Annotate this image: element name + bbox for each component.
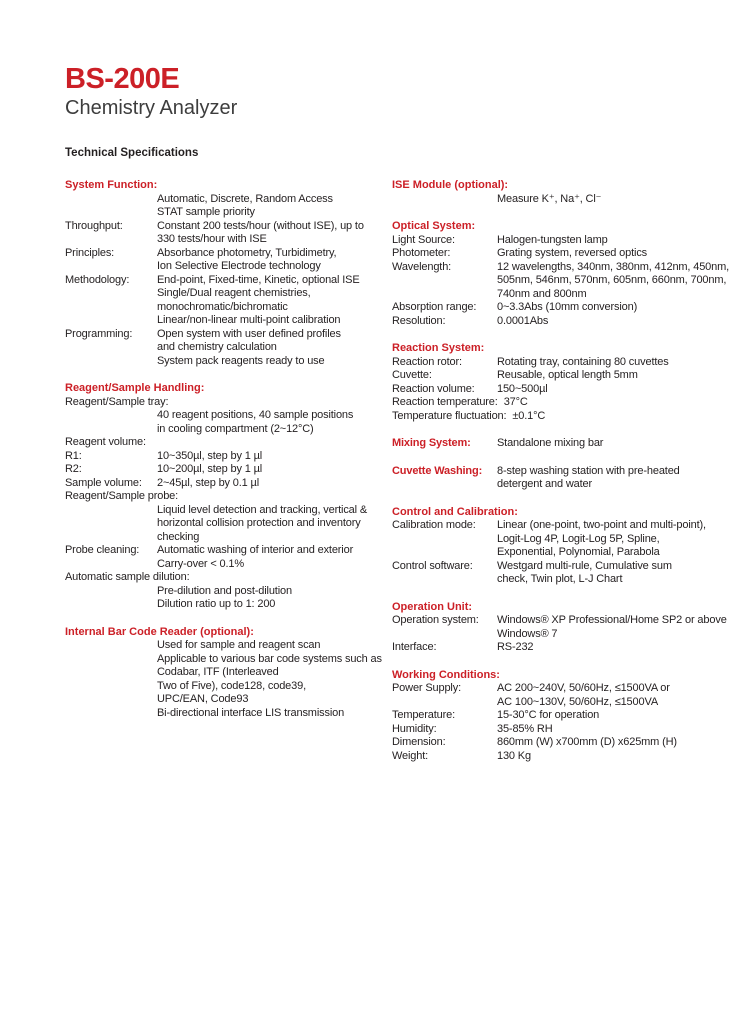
spec-section (392, 600, 727, 655)
spec-row (65, 531, 392, 545)
spec-row (65, 341, 392, 355)
spec-row (65, 206, 392, 220)
spec-row (392, 709, 720, 723)
spec-value: 0~3.3Abs (10mm conversion) (497, 301, 638, 313)
spec-label (392, 546, 497, 560)
spec-value: Absorbance photometry, Turbidimetry, (157, 246, 337, 259)
spec-label: Dimension: (392, 736, 446, 748)
section-heading: Internal Bar Code Reader (optional): (65, 625, 254, 638)
spec-label: Power Supply: (392, 682, 461, 694)
spec-value: Applicable to various bar code systems such as (157, 652, 382, 665)
spec-value: 505nm, 546nm, 570nm, 605nm, 660nm, 700nm, (497, 274, 727, 286)
left-column (65, 179, 392, 777)
spec-row (65, 517, 392, 531)
spec-row (65, 314, 392, 328)
spec-value: End-point, Fixed-time, Kinetic, optional ISE (157, 273, 360, 286)
section-heading: Reagent/Sample Handling: (65, 382, 205, 394)
spec-value: Dilution ratio up to 1: 200 (157, 598, 276, 610)
spec-row (65, 409, 392, 423)
spec-row (65, 220, 392, 234)
spec-row (392, 628, 720, 642)
spec-row (65, 680, 392, 694)
spec-value: RS-232 (497, 641, 534, 653)
spec-label (65, 531, 157, 545)
spec-section (65, 382, 392, 612)
spec-label (65, 314, 157, 328)
section-heading-row (392, 437, 720, 451)
spec-label (65, 517, 157, 531)
spec-row (65, 693, 392, 707)
spec-row (65, 477, 392, 491)
spec-value: Exponential, Polynomial, Parabola (497, 546, 660, 558)
spec-row (65, 436, 392, 450)
spec-value: checking (157, 530, 200, 543)
spec-row (392, 247, 720, 261)
spec-value: Rotating tray, containing 80 cuvettes (497, 355, 669, 368)
spec-label (65, 409, 157, 423)
spec-label: Calibration mode: (392, 519, 476, 531)
spec-value: 40 reagent positions, 40 sample positions (157, 409, 354, 421)
spec-label: Probe cleaning: (65, 544, 140, 556)
spec-section (392, 437, 720, 451)
spec-label: Cuvette: (392, 369, 432, 381)
spec-label: Methodology: (65, 273, 130, 286)
spec-row (65, 558, 392, 572)
spec-label: Sample volume: (65, 476, 142, 489)
spec-value: Standalone mixing bar (497, 437, 604, 449)
spec-section (392, 220, 730, 328)
spec-row (65, 301, 392, 315)
spec-row (65, 585, 392, 599)
spec-section (392, 179, 720, 206)
spec-row (65, 274, 392, 288)
spec-value: 860mm (W) x700mm (D) x625mm (H) (497, 736, 677, 748)
spec-label (65, 260, 157, 274)
spec-label: Interface: (392, 641, 437, 653)
spec-row (392, 234, 720, 248)
spec-value: Two of Five), code128, code39, (157, 679, 306, 692)
spec-row (65, 504, 392, 518)
section-heading: Cuvette Washing: (392, 464, 483, 477)
spec-value: Grating system, reversed optics (497, 247, 648, 259)
spec-label (65, 193, 157, 207)
spec-label: Temperature fluctuation: (392, 409, 507, 422)
spec-label: Reaction rotor: (392, 355, 462, 368)
spec-row (392, 396, 720, 410)
spec-value: check, Twin plot, L-J Chart (497, 573, 623, 585)
spec-row (392, 560, 720, 574)
spec-value: horizontal collision protection and inventory (157, 517, 361, 529)
spec-label: Weight: (392, 749, 429, 762)
spec-label: R1: (65, 449, 82, 462)
spec-label: Reaction temperature: (392, 396, 498, 408)
spec-row (392, 750, 720, 764)
spec-row (392, 288, 720, 302)
spec-label (65, 355, 157, 369)
spec-value: Windows® XP Professional/Home SP2 or above (497, 614, 727, 626)
spec-value: 10~200µl, step by 1 µl (157, 463, 263, 475)
product-subtitle: Chemistry Analyzer (65, 97, 238, 119)
spec-label (65, 504, 157, 518)
section-heading: Reaction System: (392, 342, 485, 354)
spec-label: Light Source: (392, 233, 455, 246)
spec-row (65, 666, 392, 680)
spec-label: Temperature: (392, 709, 456, 721)
spec-label (65, 653, 157, 667)
spec-label (392, 193, 497, 207)
spec-row (392, 193, 720, 207)
spec-value: Single/Dual reagent chemistries, (157, 287, 311, 299)
spec-row (392, 696, 720, 710)
spec-value: 2~45µl, step by 0.1 µl (157, 476, 260, 489)
spec-row (65, 450, 392, 464)
spec-row (65, 490, 392, 504)
spec-value: System pack reagents ready to use (157, 354, 325, 367)
section-heading: Control and Calibration: (392, 505, 518, 518)
spec-row (65, 328, 392, 342)
spec-label (65, 287, 157, 301)
spec-label: Control software: (392, 559, 473, 572)
section-heading: Operation Unit: (392, 600, 473, 613)
spec-value: Ion Selective Electrode technology (157, 260, 321, 272)
spec-value: 12 wavelengths, 340nm, 380nm, 412nm, 450nm, (497, 260, 730, 273)
spec-row (392, 682, 720, 696)
spec-value: Reusable, optical length 5mm (497, 369, 638, 381)
spec-row (392, 356, 720, 370)
spec-value: Open system with user defined profiles (157, 327, 341, 340)
spec-value: Carry-over < 0.1% (157, 557, 245, 570)
spec-row (65, 355, 392, 369)
spec-label (65, 585, 157, 599)
product-title: BS-200E (65, 63, 180, 95)
section-heading: Mixing System: (392, 437, 471, 449)
spec-label (65, 233, 157, 247)
spec-label: Operation system: (392, 614, 479, 626)
spec-label: R2: (65, 463, 82, 475)
spec-row (392, 369, 720, 383)
spec-value: Windows® 7 (497, 627, 558, 640)
spec-row (65, 233, 392, 247)
spec-row (65, 423, 392, 437)
spec-row (392, 641, 720, 655)
spec-value: and chemistry calculation (157, 341, 277, 353)
spec-section (65, 179, 392, 368)
spec-row (65, 193, 392, 207)
spec-row (65, 396, 392, 410)
spec-row (392, 260, 730, 275)
spec-value: AC 100~130V, 50/60Hz, ≤1500VA (497, 695, 659, 708)
right-column (392, 179, 730, 777)
spec-row (65, 260, 392, 274)
section-heading: ISE Module (optional): (392, 179, 509, 191)
spec-label: Photometer: (392, 247, 451, 259)
section-heading-row (392, 465, 720, 479)
spec-section (65, 626, 392, 721)
spec-label: Wavelength: (392, 260, 452, 273)
spec-value: monochromatic/bichromatic (157, 300, 288, 313)
spec-label (65, 707, 157, 721)
spec-row (392, 410, 720, 424)
spec-value: Used for sample and reagent scan (157, 639, 321, 651)
spec-section (392, 669, 720, 764)
spec-label (65, 680, 157, 694)
spec-label: Resolution: (392, 314, 446, 327)
spec-value: Automatic washing of interior and exterior (157, 544, 354, 556)
spec-row (392, 573, 720, 587)
spec-row (65, 463, 392, 477)
spec-value: Bi-directional interface LIS transmission (157, 706, 345, 719)
spec-row (65, 544, 392, 558)
spec-row (392, 546, 720, 560)
spec-value: Automatic, Discrete, Random Access (157, 192, 333, 205)
spec-value: ±0.1°C (512, 409, 546, 422)
spec-row (65, 247, 392, 261)
spec-row (392, 301, 720, 315)
spec-value: Constant 200 tests/hour (without ISE), up to (157, 219, 364, 232)
spec-section (392, 506, 720, 587)
spec-value: Pre-dilution and post-dilution (157, 584, 292, 597)
spec-label: Absorption range: (392, 301, 477, 313)
spec-row (65, 287, 392, 301)
spec-value: Linear/non-linear multi-point calibration (157, 314, 341, 326)
spec-label (392, 478, 497, 492)
spec-label: Programming: (65, 327, 133, 340)
spec-value: Logit-Log 4P, Logit-Log 5P, Spline, (497, 532, 660, 545)
spec-label (392, 628, 497, 642)
spec-value: Codabar, ITF (Interleaved (157, 666, 279, 678)
spec-row (392, 383, 720, 397)
spec-label (65, 666, 157, 680)
spec-value: UPC/EAN, Code93 (157, 693, 249, 705)
spec-row (392, 315, 720, 329)
technical-specifications-heading: Technical Specifications (65, 147, 199, 159)
spec-label: Principles: (65, 246, 115, 259)
spec-label (65, 301, 157, 315)
spec-label (392, 696, 497, 710)
spec-label (65, 598, 157, 612)
spec-value: 0.0001Abs (497, 314, 549, 327)
spec-label (65, 693, 157, 707)
spec-columns (65, 179, 730, 777)
spec-value: 8-step washing station with pre-heated (497, 464, 680, 477)
spec-row (392, 723, 720, 737)
spec-value: Linear (one-point, two-point and multi-point), (497, 519, 706, 531)
spec-row (392, 614, 727, 628)
spec-value: Westgard multi-rule, Cumulative sum (497, 559, 672, 572)
spec-value: 10~350µl, step by 1 µl (157, 449, 263, 462)
spec-row (392, 274, 727, 288)
spec-label: Reagent/Sample tray: (65, 395, 169, 408)
spec-value: in cooling compartment (2~12°C) (157, 422, 314, 435)
spec-row (65, 571, 392, 585)
spec-row (392, 519, 720, 533)
spec-label (392, 573, 497, 587)
section-heading: System Function: (65, 179, 158, 191)
page-content (65, 63, 730, 777)
spec-value: 130 Kg (497, 749, 531, 762)
spec-row (392, 533, 720, 547)
spec-value: Halogen-tungsten lamp (497, 233, 608, 246)
spec-value: Liquid level detection and tracking, vertical & (157, 503, 368, 516)
spec-row (65, 653, 392, 667)
section-heading: Working Conditions: (392, 668, 500, 681)
spec-value: STAT sample priority (157, 206, 255, 218)
spec-label: Reagent/Sample probe: (65, 490, 179, 502)
spec-label: Reagent volume: (65, 436, 146, 448)
spec-value: 740nm and 800nm (497, 287, 587, 300)
spec-value: 330 tests/hour with ISE (157, 233, 267, 245)
spec-row (392, 736, 720, 750)
spec-row (65, 707, 392, 721)
spec-section (392, 465, 720, 492)
spec-label (65, 206, 157, 220)
spec-value: 35-85% RH (497, 722, 553, 735)
spec-value: 15-30°C for operation (497, 709, 600, 721)
spec-label (392, 274, 497, 288)
spec-value: 150~500µl (497, 382, 548, 395)
section-heading: Optical System: (392, 220, 476, 232)
spec-label: Humidity: (392, 722, 437, 735)
spec-value: 37°C (503, 396, 528, 408)
spec-section (392, 342, 720, 423)
spec-value: detergent and water (497, 478, 592, 490)
spec-row (65, 598, 392, 612)
spec-label: Automatic sample dilution: (65, 571, 190, 583)
spec-value: Measure K⁺, Na⁺, Cl⁻ (497, 192, 602, 205)
spec-label (392, 533, 497, 547)
spec-row (392, 478, 720, 492)
spec-label (65, 423, 157, 437)
spec-label: Reaction volume: (392, 382, 475, 395)
spec-label: Throughput: (65, 219, 123, 232)
spec-label (65, 341, 157, 355)
spec-label (65, 639, 157, 653)
spec-value: AC 200~240V, 50/60Hz, ≤1500VA or (497, 682, 670, 694)
spec-label (65, 558, 157, 572)
spec-row (65, 639, 392, 653)
spec-label (392, 288, 497, 302)
